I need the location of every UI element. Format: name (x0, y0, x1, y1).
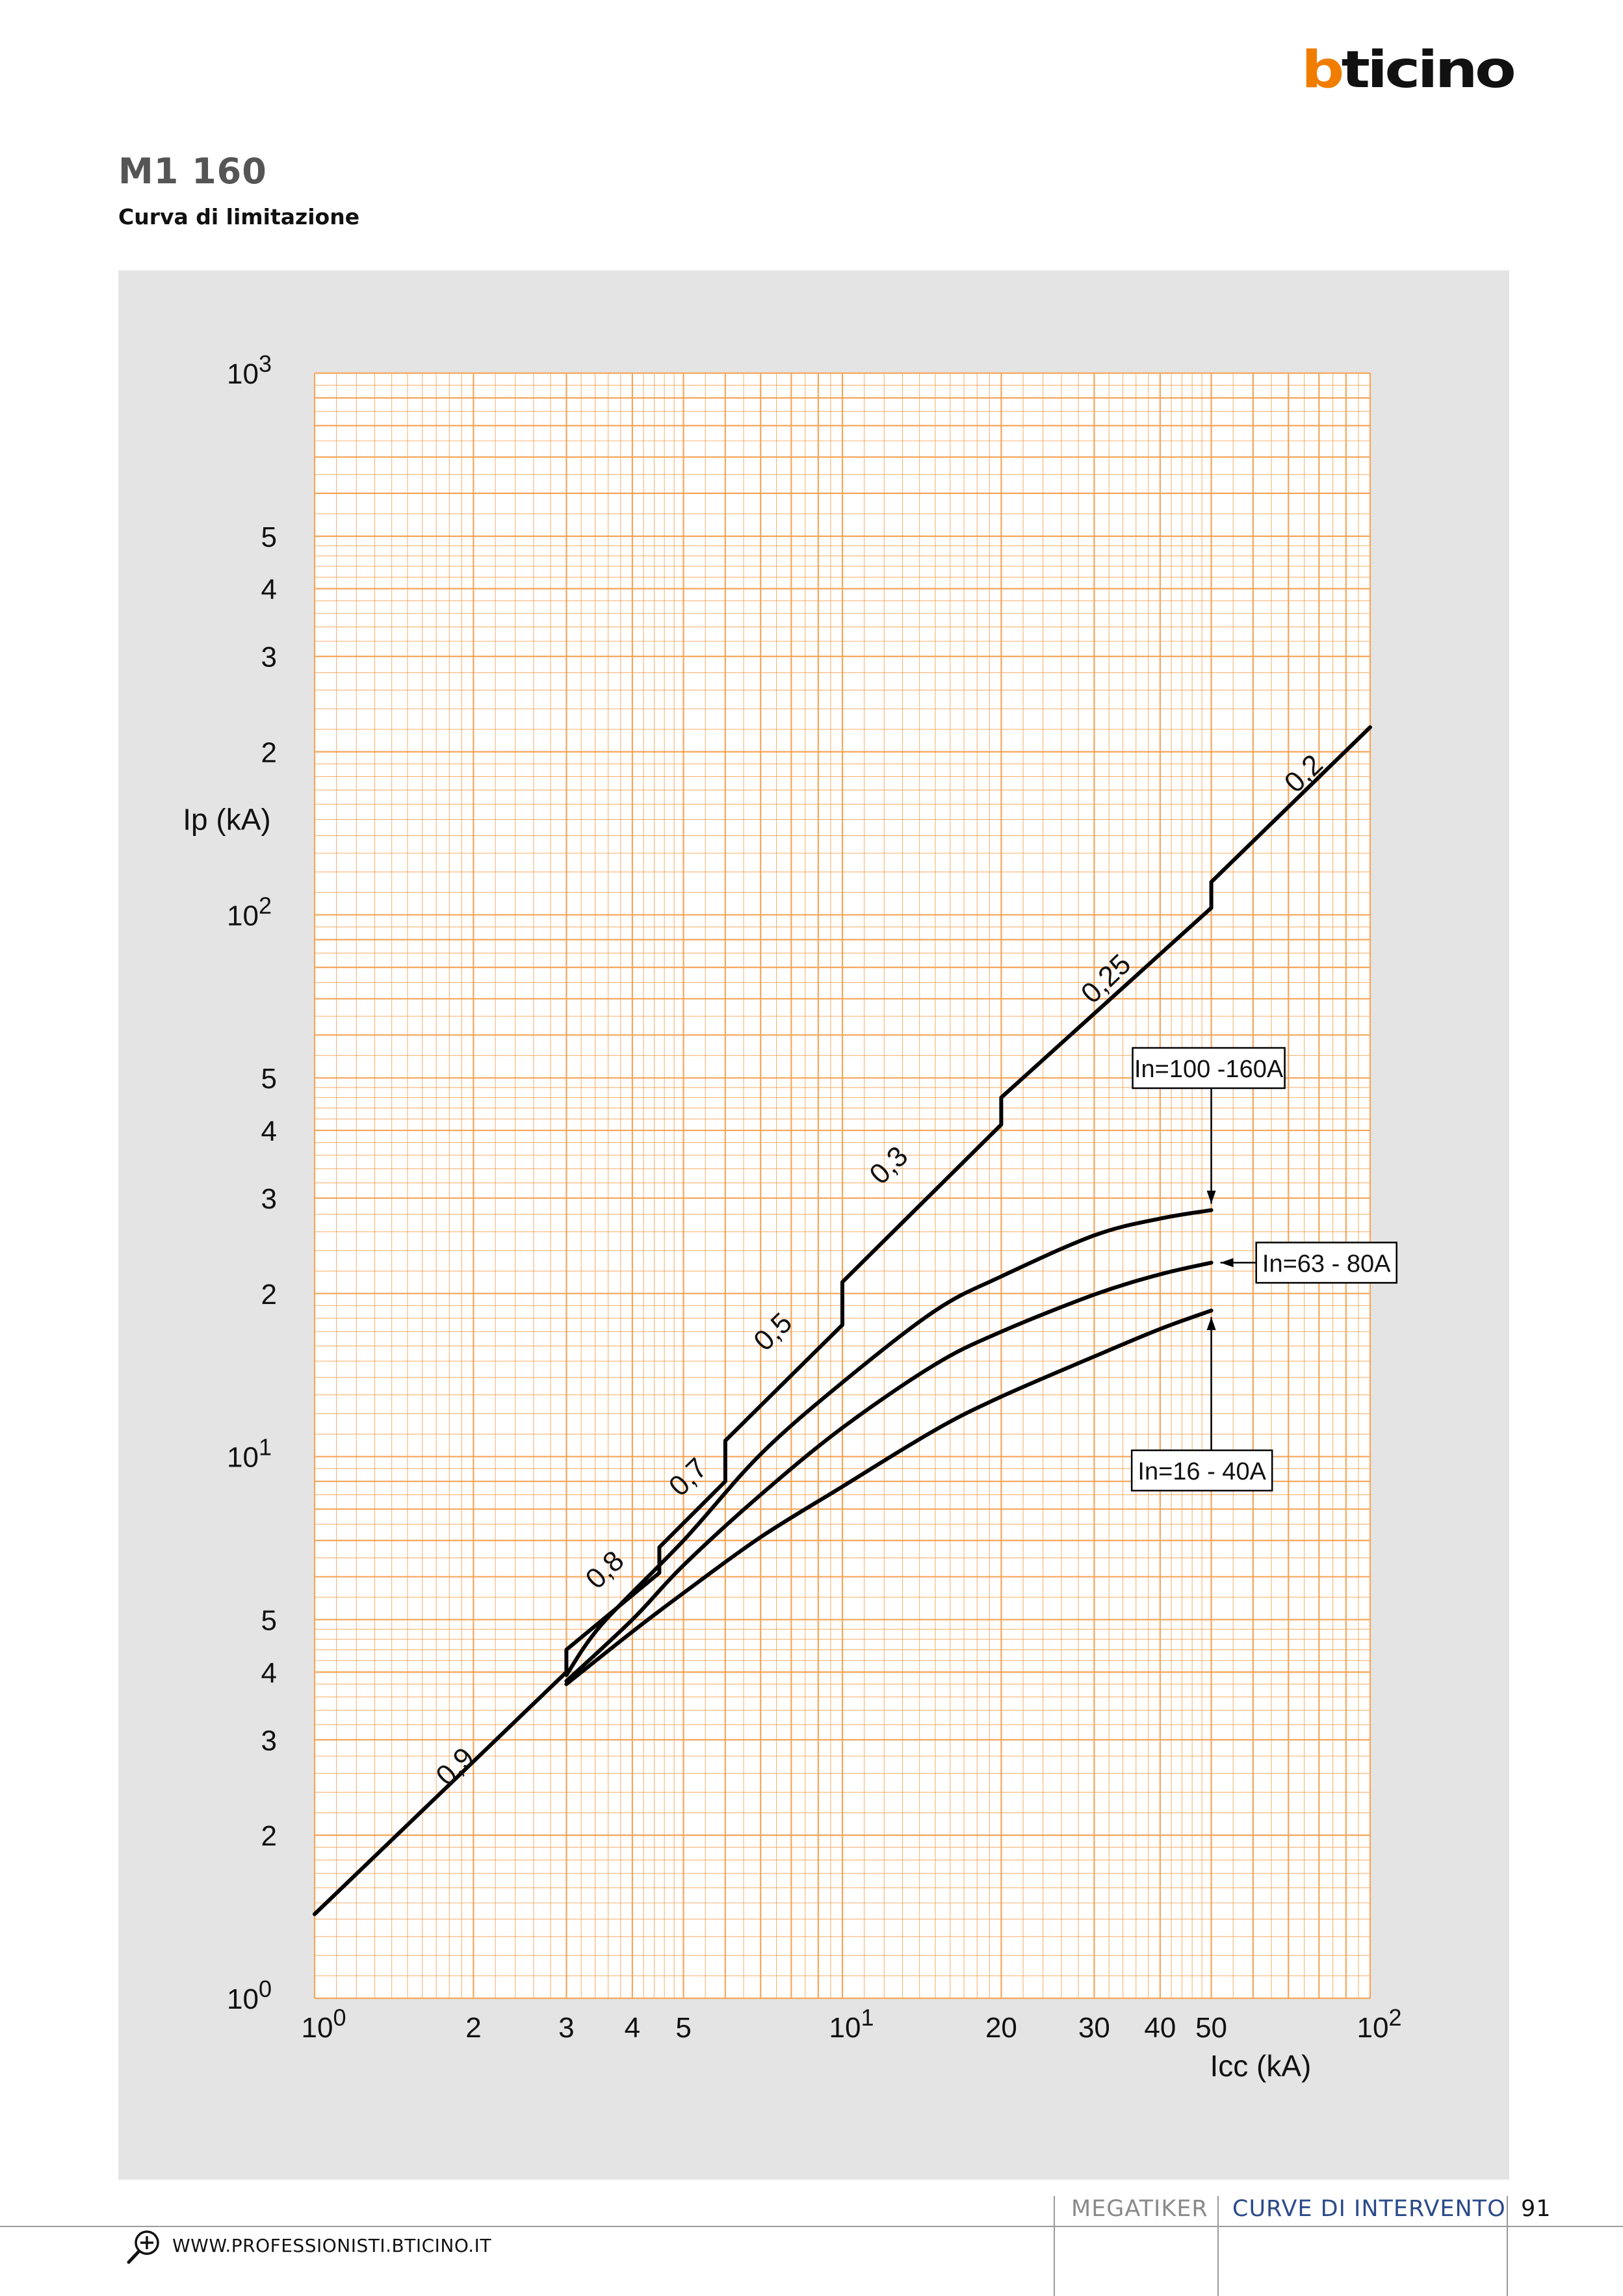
y-tick-label: $10^2$ (227, 892, 272, 932)
y-tick-label: 4 (261, 1115, 277, 1147)
magnifier-plus-icon (125, 2227, 164, 2266)
y-tick-label: 5 (261, 1063, 277, 1095)
page-number: 91 (1521, 2196, 1552, 2222)
callout-label: In=100 -160A (1134, 1055, 1284, 1083)
x-tick-label: $10^2$ (1357, 2004, 1402, 2044)
bticino-logo (1300, 46, 1514, 98)
power-factor-label: 0,25 (1074, 948, 1137, 1010)
y-tick-label: $10^3$ (227, 350, 272, 390)
footer-section: MEGATIKER (1071, 2196, 1208, 2222)
page-subtitle: Curva di limitazione (118, 204, 360, 229)
power-factor-label: 0,5 (747, 1307, 799, 1357)
y-tick-label: 5 (261, 521, 277, 553)
x-tick-label: 5 (675, 2012, 692, 2044)
limitation-curve-chart (118, 270, 1509, 2180)
power-factor-label: 0,3 (863, 1140, 915, 1191)
y-tick-label: 3 (261, 1725, 277, 1757)
x-tick-label: 40 (1144, 2012, 1176, 2044)
y-tick-label: 4 (261, 1657, 277, 1689)
y-tick-label: 3 (261, 1183, 277, 1216)
callout-label: In=16 - 40A (1137, 1458, 1266, 1486)
y-tick-label: 2 (261, 737, 277, 769)
x-axis-label: Icc (kA) (1210, 2049, 1312, 2083)
y-tick-label: 5 (261, 1604, 277, 1637)
x-tick-label: 30 (1078, 2012, 1110, 2044)
y-tick-label: 4 (261, 573, 277, 606)
footer-divider (1054, 2196, 1055, 2296)
power-factor-label: 0,8 (579, 1545, 630, 1595)
footer-rule (0, 2226, 1623, 2227)
callout-label: In=63 - 80A (1262, 1250, 1391, 1278)
y-tick-label: 2 (261, 1278, 277, 1311)
power-factor-label: 0,7 (662, 1452, 714, 1503)
website-link[interactable]: WWW.PROFESSIONISTI.BTICINO.IT (172, 2235, 491, 2256)
y-tick-label: 3 (261, 641, 277, 673)
y-tick-label: $10^0$ (227, 1976, 272, 2015)
footer-chapter[interactable]: CURVE DI INTERVENTO (1232, 2196, 1506, 2222)
x-tick-label: 20 (985, 2012, 1017, 2044)
footer-divider (1507, 2196, 1508, 2296)
x-tick-label: 3 (558, 2012, 575, 2044)
x-tick-label: 50 (1195, 2012, 1228, 2044)
power-factor-label: 0,2 (1278, 748, 1329, 800)
x-tick-label: $10^1$ (829, 2004, 874, 2044)
y-tick-label: $10^1$ (227, 1433, 272, 1474)
footer-divider (1217, 2196, 1219, 2296)
power-factor-label: 0,9 (430, 1741, 481, 1792)
y-tick-label: 2 (261, 1820, 277, 1853)
svg-text:bticino: b ticino (1301, 46, 1486, 98)
chart-panel (118, 270, 1509, 2180)
x-tick-label: 4 (624, 2012, 641, 2044)
page-title: M1 160 (118, 151, 267, 192)
x-tick-label: $10^0$ (301, 2004, 346, 2044)
x-tick-label: 2 (465, 2012, 482, 2044)
y-axis-label: Ip (kA) (183, 802, 271, 837)
